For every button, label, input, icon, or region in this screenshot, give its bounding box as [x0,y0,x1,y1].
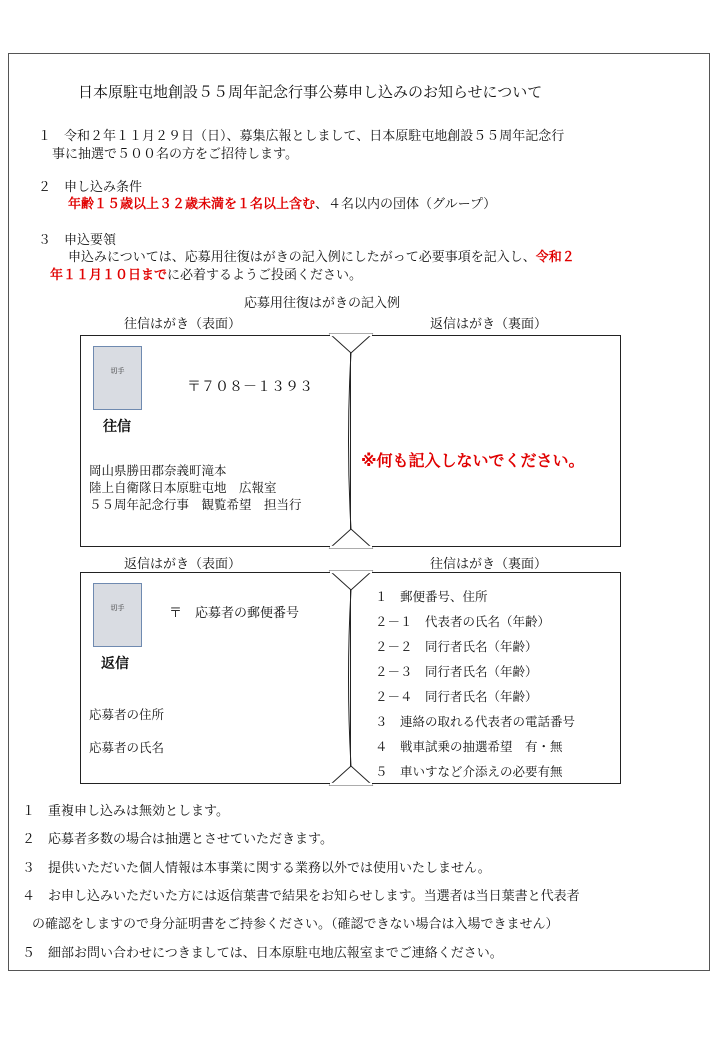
note-4-line-1: ４ お申し込みいただいた方には返信葉書で結果をお知らせします。当選者は当日葉書と代表者 [22,889,580,904]
section-1-line-2: 事に抽選で５００名の方をご招待します。 [52,147,298,162]
section-3-line-2-text: に必着するようご投函ください。 [167,268,363,283]
card-1-postal-code: 〒７０８－１３９３ [187,379,313,395]
example-title: 応募用往復はがきの記入例 [244,296,401,311]
card-3-kind: 返信 [101,656,129,672]
card-4-item: １ 郵便番号、住所 [375,589,488,604]
label-bottom-left: 返信はがき（表面） [124,557,242,572]
card-1-address-3: ５５周年記念行事 観覧希望 担当行 [89,497,302,512]
note-4-line-2: の確認をしますので身分証明書をご持参ください。（確認できない場合は入場できません） [32,917,559,932]
section-1-line-1: １ 令和２年１１月２９日（日）、募集広報としまして、日本原駐屯地創設５５周年記念行 [38,129,565,144]
stamp-placeholder: 切手 [93,583,142,647]
condition-highlight: 年齢１５歳以上３２歳未満を１名以上含む [68,197,316,212]
card-1-address-1: 岡山県勝田郡奈義町滝本 [89,463,227,478]
card-4-item: ５ 車いすなど介添えの必要有無 [375,764,563,779]
section-2-condition [68,193,496,212]
bottom-fold-notch [330,562,372,794]
note-3: ３ 提供いただいた個人情報は本事業に関する業務以外では使用いたしません。 [22,861,491,876]
card-1-kind: 往信 [103,419,131,435]
card-outgoing-front [80,335,352,547]
card-4-item: ４ 戦車試乗の抽選希望 有・無 [375,739,563,754]
card-outgoing-back [350,572,621,784]
section-2-heading: ２ 申し込み条件 [38,180,143,195]
card-4-item: ２－４ 同行者氏名（年齢） [375,689,538,704]
note-1: １ 重複申し込みは無効とします。 [22,804,229,819]
page-title: 日本原駐屯地創設５５周年記念行事公募申し込みのお知らせについて [78,83,543,101]
stamp-placeholder: 切手 [93,346,142,410]
section-3-heading: ３ 申込要領 [38,233,117,248]
section-3-line-1-text: 申込みについては、応募用往復はがきの記入例にしたがって必要事項を記入し、 [68,250,536,265]
note-5: ５ 細部お問い合わせにつきましては、日本原駐屯地広報室までご連絡ください。 [22,946,503,961]
deadline-part-1: 令和２ [535,250,575,265]
card-4-item: ２－１ 代表者の氏名（年齢） [375,614,551,629]
card-3-name: 応募者の氏名 [89,740,165,755]
deadline-part-2: 年１１月１０日まで [50,268,168,283]
card-4-item: ２－２ 同行者氏名（年齢） [375,639,538,654]
card-reply-back [350,335,621,547]
label-top-left: 往信はがき（表面） [124,317,242,332]
label-top-right: 返信はがき（裏面） [430,317,548,332]
note-2: ２ 応募者多数の場合は抽選とさせていただきます。 [22,832,333,847]
card-4-item: ２－３ 同行者氏名（年齢） [375,664,538,679]
condition-rest: 、４名以内の団体（グループ） [315,197,497,212]
card-3-address: 応募者の住所 [89,707,165,722]
section-3-line-1 [68,246,575,265]
card-reply-front [80,572,352,784]
top-fold-notch [330,325,372,557]
label-bottom-right: 往信はがき（裏面） [430,557,548,572]
card-3-postal-code: 〒 応募者の郵便番号 [169,606,300,621]
card-4-item: ３ 連絡の取れる代表者の電話番号 [375,714,576,729]
card-1-address-2: 陸上自衛隊日本原駐屯地 広報室 [89,480,277,495]
card-2-notice: ※何も記入しないでください。 [361,451,585,470]
section-3-line-2 [50,264,362,283]
